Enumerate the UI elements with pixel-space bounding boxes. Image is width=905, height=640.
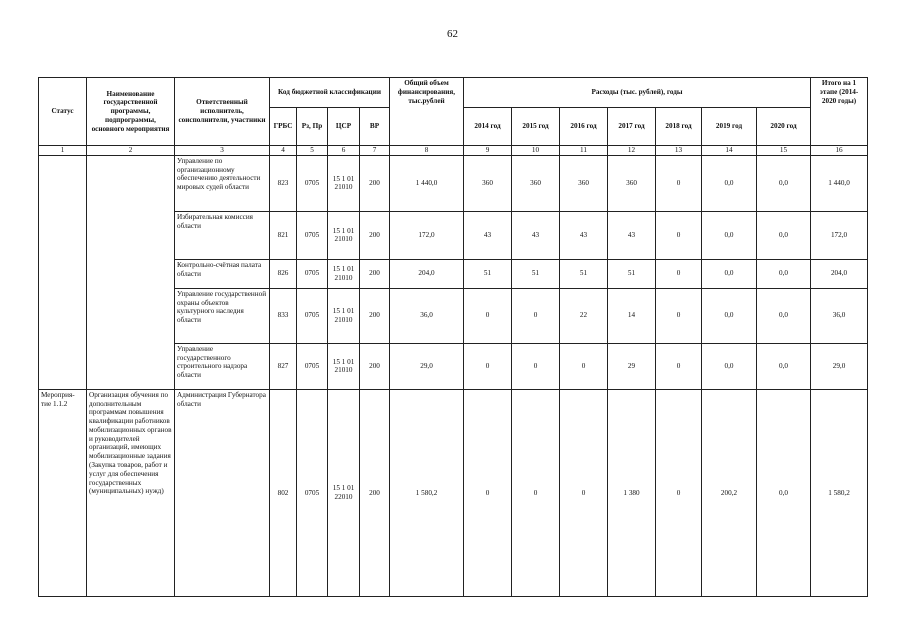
year-cell: 0,0	[702, 288, 757, 343]
year-cell: 0	[512, 288, 560, 343]
year-cell: 0	[560, 343, 608, 389]
rzpr-cell: 0705	[297, 288, 328, 343]
stage-total-cell: 172,0	[811, 211, 868, 259]
stage-total-cell: 29,0	[811, 343, 868, 389]
table-row	[39, 389, 868, 596]
column-number: 1	[39, 146, 87, 156]
budget-table	[38, 77, 868, 597]
csr-cell: 15 1 01 21010	[328, 211, 360, 259]
column-number: 2	[87, 146, 175, 156]
column-number: 9	[464, 146, 512, 156]
grbs-cell: 833	[270, 288, 297, 343]
column-number: 16	[811, 146, 868, 156]
year-cell: 0,0	[757, 343, 811, 389]
page-number: 62	[447, 28, 458, 40]
year-cell: 51	[512, 259, 560, 288]
total-cell: 29,0	[390, 343, 464, 389]
year-cell: 0,0	[757, 389, 811, 596]
vr-cell: 200	[360, 389, 390, 596]
year-cell: 0	[656, 155, 702, 211]
csr-cell: 15 1 01 21010	[328, 259, 360, 288]
year-cell: 43	[608, 211, 656, 259]
header-year: 2016 год	[560, 108, 608, 146]
year-cell: 51	[608, 259, 656, 288]
year-cell: 0	[656, 389, 702, 596]
csr-cell: 15 1 01 21010	[328, 155, 360, 211]
name-cell	[87, 155, 175, 389]
name-cell: Организация обучения по дополнительным программам повышения квалификации работников мобилизационных органов и руководителей организаций, имеющих мобилизационные задания (Закупка товаров, работ и услуг для обеспечения государственных (муниципальных) нужд)	[87, 389, 175, 596]
year-cell: 0	[512, 389, 560, 596]
year-cell: 0	[464, 389, 512, 596]
column-number: 14	[702, 146, 757, 156]
year-cell: 0,0	[702, 343, 757, 389]
year-cell: 0	[656, 259, 702, 288]
year-cell: 43	[464, 211, 512, 259]
year-cell: 43	[512, 211, 560, 259]
header-csr: ЦСР	[328, 108, 360, 146]
csr-cell: 15 1 01 21010	[328, 288, 360, 343]
header-executor: Ответственный исполнитель, соисполнители, участники	[175, 78, 270, 146]
column-number: 5	[297, 146, 328, 156]
year-cell: 360	[560, 155, 608, 211]
year-cell: 51	[560, 259, 608, 288]
year-cell: 43	[560, 211, 608, 259]
year-cell: 0	[464, 288, 512, 343]
year-cell: 22	[560, 288, 608, 343]
column-number: 13	[656, 146, 702, 156]
executor-cell: Администрация Губернатора области	[175, 389, 270, 596]
year-cell: 0,0	[757, 211, 811, 259]
header-year: 2020 год	[757, 108, 811, 146]
year-cell: 0,0	[757, 288, 811, 343]
year-cell: 0,0	[757, 259, 811, 288]
header-budget-code: Код бюджетной классификации	[270, 78, 390, 108]
year-cell: 1 380	[608, 389, 656, 596]
rzpr-cell: 0705	[297, 211, 328, 259]
grbs-cell: 802	[270, 389, 297, 596]
stage-total-cell: 36,0	[811, 288, 868, 343]
year-cell: 0,0	[757, 155, 811, 211]
year-cell: 200,2	[702, 389, 757, 596]
total-cell: 1 580,2	[390, 389, 464, 596]
header-year: 2018 год	[656, 108, 702, 146]
column-number-row	[39, 146, 868, 156]
stage-total-cell: 1 440,0	[811, 155, 868, 211]
column-number: 4	[270, 146, 297, 156]
header-year: 2015 год	[512, 108, 560, 146]
grbs-cell: 826	[270, 259, 297, 288]
year-cell: 0	[560, 389, 608, 596]
year-cell: 0	[656, 343, 702, 389]
total-cell: 172,0	[390, 211, 464, 259]
header-year: 2014 год	[464, 108, 512, 146]
header-grbs: ГРБС	[270, 108, 297, 146]
year-cell: 29	[608, 343, 656, 389]
header-status: Статус	[39, 78, 87, 146]
rzpr-cell: 0705	[297, 155, 328, 211]
rzpr-cell: 0705	[297, 259, 328, 288]
executor-cell: Управление государственной охраны объектов культурного наследия области	[175, 288, 270, 343]
header-expenses: Расходы (тыс. рублей), годы	[464, 78, 811, 108]
header-rzpr: Рз, Пр	[297, 108, 328, 146]
executor-cell: Управление по организационному обеспечению деятельности мировых судей области	[175, 155, 270, 211]
year-cell: 0	[512, 343, 560, 389]
header-total-funding: Общий объем финансирования, тыс.рублей	[390, 78, 464, 146]
column-number: 11	[560, 146, 608, 156]
year-cell: 360	[464, 155, 512, 211]
table-row	[39, 155, 868, 211]
column-number: 7	[360, 146, 390, 156]
stage-total-cell: 1 580,2	[811, 389, 868, 596]
vr-cell: 200	[360, 288, 390, 343]
year-cell: 0	[464, 343, 512, 389]
rzpr-cell: 0705	[297, 389, 328, 596]
vr-cell: 200	[360, 211, 390, 259]
executor-cell: Избирательная комиссия области	[175, 211, 270, 259]
year-cell: 51	[464, 259, 512, 288]
vr-cell: 200	[360, 343, 390, 389]
status-cell	[39, 155, 87, 389]
header-name: Наименование государственной программы, подпрограммы, основного мероприятия	[87, 78, 175, 146]
executor-cell: Управление государственного строительного надзора области	[175, 343, 270, 389]
total-cell: 204,0	[390, 259, 464, 288]
stage-total-cell: 204,0	[811, 259, 868, 288]
year-cell: 0,0	[702, 259, 757, 288]
year-cell: 14	[608, 288, 656, 343]
grbs-cell: 821	[270, 211, 297, 259]
column-number: 6	[328, 146, 360, 156]
vr-cell: 200	[360, 259, 390, 288]
csr-cell: 15 1 01 21010	[328, 343, 360, 389]
grbs-cell: 827	[270, 343, 297, 389]
executor-cell: Контрольно-счётная палата области	[175, 259, 270, 288]
header-year: 2019 год	[702, 108, 757, 146]
column-number: 12	[608, 146, 656, 156]
column-number: 10	[512, 146, 560, 156]
year-cell: 0,0	[702, 211, 757, 259]
total-cell: 36,0	[390, 288, 464, 343]
vr-cell: 200	[360, 155, 390, 211]
header-year: 2017 год	[608, 108, 656, 146]
column-number: 8	[390, 146, 464, 156]
csr-cell: 15 1 01 22010	[328, 389, 360, 596]
grbs-cell: 823	[270, 155, 297, 211]
year-cell: 360	[512, 155, 560, 211]
rzpr-cell: 0705	[297, 343, 328, 389]
column-number: 15	[757, 146, 811, 156]
year-cell: 0	[656, 288, 702, 343]
header-vr: ВР	[360, 108, 390, 146]
status-cell: Мероприя-тие 1.1.2	[39, 389, 87, 596]
column-number: 3	[175, 146, 270, 156]
total-cell: 1 440,0	[390, 155, 464, 211]
year-cell: 0	[656, 211, 702, 259]
header-stage-total: Итого на 1 этапе (2014-2020 годы)	[811, 78, 868, 146]
year-cell: 0,0	[702, 155, 757, 211]
year-cell: 360	[608, 155, 656, 211]
